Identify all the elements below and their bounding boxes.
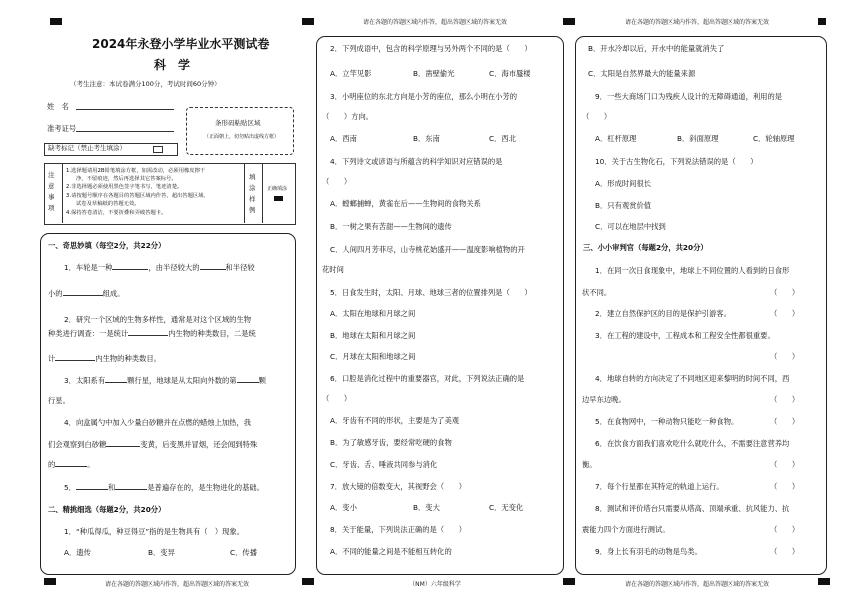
note-line: 1.选择题请用2B铅笔填涂方框，如需改动，必须用橡皮擦干: [66, 168, 206, 174]
answer-blank[interactable]: [63, 295, 103, 296]
option[interactable]: A．立竿见影: [330, 69, 372, 78]
option[interactable]: B．变异: [148, 548, 175, 557]
question-2-9-cont: （ ）: [582, 112, 612, 121]
question-2-5: 5．日食发生时，太阳、月球、地球三者的位置排列是（ ）: [330, 288, 532, 297]
answer-blank[interactable]: [237, 382, 259, 383]
section-3-box: [575, 36, 827, 575]
option[interactable]: B．为了敏感牙齿，要经常吃硬的食物: [330, 438, 452, 447]
judge-question: 7．每个行星都在其特定的轨道上运行。: [595, 482, 724, 491]
judge-question-cont: 状不同。: [582, 288, 612, 297]
option[interactable]: C．西北: [489, 134, 516, 143]
question-2-3: 3．小明座位的东北方向是小芳的座位，那么小明在小芳的: [330, 92, 518, 101]
alignment-mark: [818, 578, 830, 585]
judge-answer-box[interactable]: （ ）: [770, 525, 800, 534]
judge-question-cont: 衡。: [582, 460, 597, 469]
judge-question-cont: 边早东边晚。: [582, 395, 626, 404]
question-2-7: 7．放大镜的倍数变大，其视野会（ ）: [330, 482, 466, 491]
answer-blank[interactable]: [115, 489, 147, 490]
absent-label: 缺考标记（禁止考生填涂）: [48, 144, 126, 152]
judge-answer-box[interactable]: （ ）: [770, 288, 800, 297]
question-2-10: 10．关于古生物化石，下列说法错误的是（ ）: [595, 157, 758, 166]
alignment-mark: [563, 18, 575, 25]
judge-answer-box[interactable]: （ ）: [770, 547, 800, 556]
alignment-mark: [302, 18, 314, 25]
answer-blank[interactable]: [55, 466, 87, 467]
judge-question: 2．建立自然保护区的目的是保护引游客。: [595, 309, 731, 318]
alignment-mark: [818, 18, 826, 25]
answer-blank[interactable]: [200, 269, 226, 270]
judge-answer-box[interactable]: （ ）: [770, 395, 800, 404]
exam-note: （考生注意：本试卷满分100分，考试时间60分钟）: [70, 80, 221, 88]
option[interactable]: A．遗传: [64, 548, 91, 557]
option[interactable]: C．太阳是自然界最大的能量来源: [588, 69, 696, 78]
question-2-4: 4．下列诗文或谚语与所蕴含的科学知识对应错误的是: [330, 157, 503, 166]
note-line: 试卷及草稿纸的答题无效。: [76, 201, 140, 207]
notes-title: 注意事项: [48, 171, 55, 212]
barcode-title: 条形码粘贴区域: [215, 119, 261, 127]
option[interactable]: C．无变化: [489, 503, 524, 512]
judge-question: 1．在同一次日食现象中，地球上不同位置的人看到的日食形: [595, 266, 790, 275]
note-line: 3.请按题号顺序在各题目的答题区域内作答，超出答题区域、: [66, 193, 209, 199]
judge-answer-box[interactable]: （ ）: [770, 309, 800, 318]
question-2-8: 8．关于能量，下列说法正确的是（ ）: [330, 525, 466, 534]
question-1-1-cont: 小的 组成。: [48, 289, 125, 298]
footer-page-label: （NM）六年级科学: [409, 581, 461, 588]
question-1-5: 5． 和 是普遍存在的，是生物进化的基础。: [64, 483, 264, 492]
option[interactable]: A．不同的能量之间是不能相互转化的: [330, 547, 452, 556]
section-1-title: 一、奇思妙填（每空2分，共22分）: [48, 241, 166, 250]
question-2-4-cont: （ ）: [322, 177, 352, 186]
question-1-3-cont: 行星。: [48, 396, 70, 405]
option[interactable]: A．太阳在地球和月球之间: [330, 309, 416, 318]
question-1-3: 3．太阳系有 颗行星，地球是从太阳向外数的第 颗: [64, 376, 266, 385]
option[interactable]: C．人间四月芳菲尽，山寺桃花始盛开——温度影响植物的开: [330, 245, 525, 254]
fill-title: 填涂样例: [249, 173, 256, 214]
option[interactable]: C．月球在太阳和地球之间: [330, 352, 416, 361]
id-field[interactable]: [76, 131, 174, 132]
option[interactable]: C．牙齿、舌、唾液共同参与消化: [330, 460, 438, 469]
option[interactable]: A．变小: [330, 503, 357, 512]
note-line: 4.保持答卷清洁，不要折叠和弄破答题卡。: [66, 210, 167, 216]
section-2-title: 二、精挑细选（每题2分，共20分）: [48, 505, 166, 514]
divider: [262, 163, 263, 223]
section-3-title: 三、小小审判官（每题2分，共20分）: [583, 243, 708, 252]
option[interactable]: C．可以在地层中找到: [595, 222, 666, 231]
option[interactable]: B．变大: [413, 503, 440, 512]
judge-question: 6．在饮食方面我们喜欢吃什么就吃什么，不需要注意营养均: [595, 439, 790, 448]
judge-answer-box[interactable]: （ ）: [770, 482, 800, 491]
header-note: 请在各题的答题区域内作答，超出答题区域的答案无效: [362, 19, 507, 26]
option-cont: 花时间: [322, 265, 344, 274]
option[interactable]: B．地球在太阳和月球之间: [330, 331, 416, 340]
option[interactable]: B．只有观赏价值: [595, 201, 652, 210]
answer-blank[interactable]: [128, 335, 168, 336]
question-1-1: 1．车轮是一种 ，由半径较大的 和半径较: [64, 263, 255, 272]
judge-answer-box[interactable]: （ ）: [770, 417, 800, 426]
question-2-9: 9．一些大商场门口为残疾人设计的无障碍通道，利用的是: [595, 92, 783, 101]
judge-answer-box[interactable]: （ ）: [770, 460, 800, 469]
judge-question: 4．地球自转的方向决定了不同地区迎来黎明的时间不同，西: [595, 374, 790, 383]
divider: [244, 163, 245, 223]
judge-answer-box[interactable]: （ ）: [770, 352, 800, 361]
barcode-subtitle: （正面朝上，切勿贴出虚线方框）: [204, 134, 280, 140]
option[interactable]: A．牙齿有不同的形状，主要是为了美观: [330, 416, 460, 425]
question-2-3-cont: （ ）方向。: [322, 112, 374, 121]
question-2-6: 6．口腔是消化过程中的重要器官，对此，下列说法正确的是: [330, 374, 525, 383]
question-1-2-cont: 种类进行调查：一是统计 内生物的种类数目，二是统: [48, 329, 256, 338]
correct-fill-sample: [274, 196, 283, 201]
question-1-4: 4．向盒属勺中加入少量白砂糖并在点燃的蜡烛上加热，我: [64, 418, 252, 427]
answer-blank[interactable]: [55, 360, 95, 361]
option[interactable]: A．杠杆原理: [595, 134, 637, 143]
id-label: 准考证号: [47, 124, 77, 133]
correct-fill-label: 正确填涂: [267, 186, 288, 192]
judge-question: 5．在食物网中，一种动物只能吃一种食物。: [595, 417, 739, 426]
option[interactable]: C．海市蜃楼: [489, 69, 531, 78]
question-2-1: 1．“种瓜得瓜，种豆得豆”指的是生物具有（ ）现象。: [64, 527, 245, 536]
option[interactable]: B．东南: [413, 134, 440, 143]
question-2-6-cont: （ ）: [322, 394, 352, 403]
barcode-area: [186, 107, 294, 155]
option[interactable]: B．开水冷却以后，开水中的能量就消失了: [588, 44, 725, 53]
question-1-2-cont2: 计 内生物的种类数目。: [48, 354, 161, 363]
judge-question-cont: 震能力四个方面进行测试。: [582, 525, 670, 534]
question-2-2: 2．下列成语中，包含的科学原理与另外两个不同的是（ ）: [330, 44, 532, 53]
judge-question: 8．测试和评价塔台只需要从塔高、顶端承重、抗风能力、抗: [595, 504, 790, 513]
name-label: 姓 名: [47, 102, 69, 111]
option[interactable]: B．一树之果有苦甜——生物间的遗传: [330, 222, 452, 231]
option[interactable]: A．螳螂捕蝉，黄雀在后——生物间的食物关系: [330, 199, 481, 208]
footer-note: 请在各题的答题区域内作答，超出答题区域的答案无效: [104, 581, 249, 588]
answer-blank[interactable]: [76, 489, 108, 490]
footer-note: 请在各题的答题区域内作答，超出答题区域的答案无效: [624, 581, 769, 588]
note-line: 2.非选择题必须使用黑色签字笔书写，笔迹清楚。: [66, 184, 183, 190]
answer-blank[interactable]: [112, 269, 148, 270]
alignment-mark: [50, 18, 62, 25]
option[interactable]: C．传播: [230, 548, 257, 557]
header-note: 请在各题的答题区域内作答，超出答题区域的答案无效: [624, 19, 769, 26]
question-1-2: 2．研究一个区域的生物多样性，通常是对这个区域的生物: [64, 315, 252, 324]
subject-title: 科 学: [154, 58, 191, 72]
note-line: 净，不留痕迹，然后再选择其它答案标号。: [76, 176, 177, 182]
judge-question: 9．身上长有羽毛的动物是鸟类。: [595, 547, 702, 556]
name-field[interactable]: [76, 109, 174, 110]
section-1-box: [40, 233, 296, 575]
answer-blank[interactable]: [106, 446, 140, 447]
exam-title: 2024年永登小学毕业水平测试卷: [92, 37, 270, 51]
option[interactable]: B．凿壁偷光: [413, 69, 455, 78]
option[interactable]: A．形成时间很长: [595, 179, 652, 188]
judge-question: 3．在工程的建设中，工程成本和工程安全性都很重要。: [595, 331, 775, 340]
question-1-4-cont2: 的 。: [48, 460, 95, 469]
divider: [62, 163, 63, 223]
alignment-mark: [44, 578, 56, 585]
question-1-4-cont: 们会观察到白砂糖 变黄，后变黑并冒烟，还会闻到特殊: [48, 440, 258, 449]
alignment-mark: [563, 578, 575, 585]
option[interactable]: A．西南: [330, 134, 357, 143]
answer-blank[interactable]: [105, 382, 127, 383]
alignment-mark: [302, 578, 314, 585]
option[interactable]: B．斜面原理: [677, 134, 719, 143]
option[interactable]: C．轮轴原理: [753, 134, 795, 143]
absent-checkbox[interactable]: [153, 146, 163, 153]
